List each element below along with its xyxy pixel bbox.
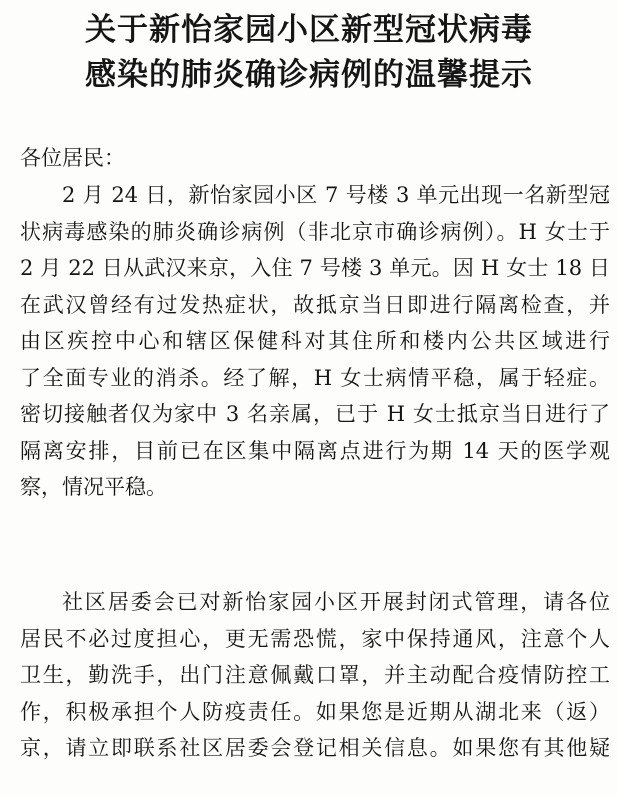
greeting: 各位居民：: [20, 146, 125, 170]
paragraph-line: 社区居委会已对新怡家园小区开展封闭式管理，请各位: [62, 590, 610, 614]
paragraph-line: 卫生，勤洗手，出门注意佩戴口罩，并主动配合疫情防控工: [20, 663, 610, 687]
paragraph-line: 作，积极承担个人防疫责任。如果您是近期从湖北来（返）: [20, 699, 610, 724]
paragraph-line: 2 月 22 日从武汉来京，入住 7 号楼 3 单元。因 H 女士 18 日: [20, 256, 610, 280]
paragraph-line: 状病毒感染的肺炎确诊病例（非北京市确诊病例）。H 女士于: [20, 219, 610, 244]
notice-title-line-1: 关于新怡家园小区新型冠状病毒: [85, 12, 533, 48]
paragraph-community-measures: [20, 584, 610, 767]
paragraph-line: 察，情况平稳。: [20, 475, 167, 499]
paragraph-line: 2 月 24 日，新怡家园小区 7 号楼 3 单元出现一名新型冠: [62, 183, 610, 207]
paragraph-line: 在武汉曾经有过发热症状，故抵京当日即进行隔离检查，并: [20, 292, 610, 317]
paragraph-line: 了全面专业的消杀。经了解，H 女士病情平稳，属于轻症。: [20, 365, 610, 390]
paragraph-line: 隔离安排，目前已在区集中隔离点进行为期 14 天的医学观: [20, 438, 610, 463]
paragraph-line: 由区疾控中心和辖区保健科对其住所和楼内公共区域进行: [20, 329, 610, 353]
paragraph-line: 密切接触者仅为家中 3 名亲属，已于 H 女士抵京当日进行了: [20, 402, 610, 426]
paragraph-line: 居民不必过度担心，更无需恐慌，家中保持通风，注意个人: [20, 626, 610, 651]
notice-title-line-2: 感染的肺炎确诊病例的温馨提示: [85, 57, 533, 93]
paragraph-outbreak-details: [20, 177, 610, 506]
paragraph-line: 京，请立即联系社区居委会登记相关信息。如果您有其他疑: [20, 736, 610, 760]
